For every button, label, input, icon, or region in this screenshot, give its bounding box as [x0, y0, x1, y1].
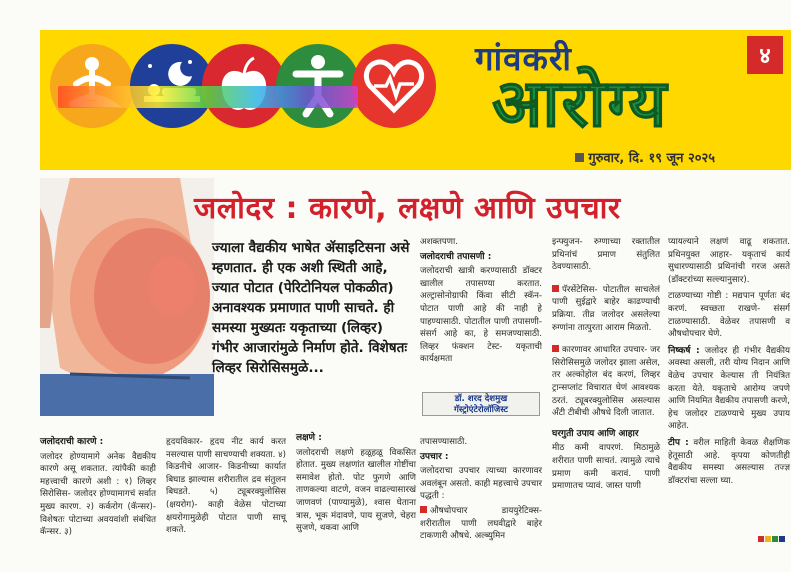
article-intro: ज्याला वैद्यकीय भाषेत ॲसाइटिसना असे म्हणतात. ही एक अशी स्थिती आहे, ज्यात पोटात (पेरिटोनियल पोकळीत) अनावश्यक प्रमाणात पाणी साचते. ही समस्या मुख्यतः यकृताच्या (लिव्हर) गंभीर आजारांमुळे निर्माण होते. विशेषतः लिव्हर सिरोसिसमुळे...: [212, 240, 410, 376]
end-dot: [772, 536, 778, 542]
bullet-item: कारणावर आधारित उपचार- जर सिरोसिसमुळे जलोदर झाला असेल, तर अल्कोहोल बंद करणं, लिव्हर ट्रान्सप्लांट विचारात घेणं आवश्यक ठरतं. ट्यूबरक्युलोसिस असल्यास अँटी टीबीची औषधे दिली जातात.: [552, 345, 660, 419]
bullet-icon: [552, 345, 559, 352]
bullet-item: पॅरसेंटेसिस- पोटातील साचलेलं पाणी सुईद्वारे बाहेर काढण्याची प्रक्रिया. तीव्र जलोदर असलेल्या रुग्णांना तात्पुरता आराम मिळतो.: [552, 284, 660, 333]
author-byline: [422, 392, 540, 416]
paragraph: तपासण्यासाठी.: [420, 437, 468, 447]
end-dot: [758, 536, 764, 542]
subheading-home-remedies: घरगुती उपाय आणि आहार: [552, 428, 639, 439]
swollen-belly-photo: [40, 178, 214, 416]
tip-label: टीप :: [668, 437, 689, 448]
paragraph: जलोदराची खात्री करण्यासाठी डॉक्टर खालील तपासण्या करतात. अल्ट्रासोनोग्राफी किंवा सीटी स्कॅन- पोटात पाणी आहे की नाही हे पाहण्यासाठी. पोटातील पाणी तपासणी- संसर्ग आहे का, हे समजण्यासाठी. लिव्हर फंक्शन टेस्ट- यकृताची कार्यक्षमता: [420, 266, 542, 365]
conclusion-paragraph: निष्कर्ष : जलोदर ही गंभीर वैद्यकीय अवस्था असली, तरी योग्य निदान आणि वेळेच उपचार केल्यास ती नियंत्रित करता येते. यकृताचे आरोग्य जपणे आणि नियमित वैद्यकीय तपासणी करणे, हेच जलोदर टाळण्याचे मुख्य उपाय आहेत.: [668, 345, 791, 432]
subheading-treatment: उपचार :: [420, 451, 449, 462]
tip-paragraph: टीप : वरील माहिती केवळ शैक्षणिक हेतूसाठी आहे. कृपया कोणतीही वैद्यकीय समस्या असल्यास तज्ज्ञ डॉक्टरांचा सल्ला घ्या.: [668, 437, 790, 486]
heart-ecg-icon: [352, 44, 436, 128]
bullet-icon: [552, 285, 559, 292]
end-marker: [757, 527, 785, 546]
column-symptoms: [296, 432, 416, 537]
subheading-causes: जलोदराची कारणे :: [40, 437, 104, 447]
subheading-diagnosis: जलोदराची तपासणी :: [420, 251, 492, 262]
dateline: गुरुवार, दि. १९ जून २०२५: [575, 148, 715, 166]
header-banner: [40, 30, 791, 170]
column-diagnosis: [420, 236, 542, 368]
column-treatment: [420, 436, 542, 545]
end-dot: [779, 536, 785, 542]
column-conclusion: [668, 236, 790, 489]
conclusion-label: निष्कर्ष :: [668, 345, 700, 356]
brand-name: गांवकरी: [475, 39, 572, 78]
author-title: गॅस्ट्रोएंटेरोलॉजिस्ट: [454, 405, 508, 415]
column-procedures: [552, 236, 660, 495]
square-bullet-icon: [575, 153, 584, 162]
paragraph: जलोदर होण्यामागे अनेक वैद्यकीय कारणे असू शकतात. त्यांपैकी काही महत्त्वाची कारणे अशी : १) लिव्हर सिरोसिस- जलोदर होण्यामागचं सर्वात मुख्य कारण. २) कर्करोग (कॅन्सर)- विशेषतः पोटाच्या अवयवांशी संबंधित कॅन्सर. ३): [40, 451, 156, 538]
article-headline: जलोदर : कारणे, लक्षणे आणि उपचार: [194, 191, 621, 226]
paragraph: अशक्तपणा.: [420, 237, 458, 247]
paragraph: हृदयविकार- हृदय नीट कार्य करत नसल्यास पाणी साचण्याची शक्यता. ४) किडनीचे आजार- किडनीच्या कार्यात बिघाड झाल्यास शरीरातील द्रव संतुलन बिघडते. ५) ट्यूबरक्युलोसिस (क्षयरोग)- काही वेळेस पोटाच्या क्षयरोगामुळेही पोटात पाणी साचू शकते.: [166, 437, 286, 536]
author-name: डॉ. शरद देशमुख: [454, 394, 508, 404]
bullet-icon: [420, 506, 427, 513]
paragraph: मीठ कमी वापरणं. मिठामुळे शरीरात पाणी साचतं. त्यामुळे त्याचे प्रमाण कमी करावं. पाणी प्रमाणातच प्यावं. जास्त पाणी: [552, 443, 660, 492]
column-causes-cont: [166, 436, 286, 539]
column-causes: [40, 436, 156, 541]
paragraph: टाळण्याच्या गोष्टी : मद्यपान पूर्णतः बंद करणं. स्वच्छता राखणे- संसर्ग टाळण्यासाठी. वेळेवर तपासणी व औषधोपचार घेणे.: [668, 291, 790, 340]
paragraph: जलोदराचा उपचार त्याच्या कारणावर अवलंबून असतो. काही महत्त्वाचे उपचार पद्धती :: [420, 466, 542, 502]
end-dot: [765, 536, 771, 542]
paragraph: इन्फ्युजन- रुग्णाच्या रक्तातील प्रथिनांचं प्रमाण संतुलित ठेवण्यासाठी.: [552, 237, 660, 273]
subheading-symptoms: लक्षणे :: [296, 433, 322, 443]
page-number: ४: [747, 36, 783, 74]
paragraph: प्यायल्याने लक्षणं वाढू शकतात. प्रथिनयुक्त आहार- यकृताचं कार्य सुधारण्यासाठी प्रथिनांची गरज असते (डॉक्टरांच्या सल्ल्यानुसार).: [668, 237, 790, 285]
rainbow-stripe: [58, 86, 358, 108]
section-title: आरोग्य: [492, 64, 669, 142]
paragraph: जलोदराची लक्षणे हळूहळू विकसित होतात. मुख्य लक्षणांत खालील गोष्टींचा समावेश होतो. पोट फुगणे आणि ताणकल्या वाटणे, वजन वाढल्यासारखं जाणवणं (पाण्यामुळे), श्वास घेताना त्रास, भूक मंदावणे, पाय सुजणे, चेहरा सुजणे, थकवा आणि: [296, 447, 416, 534]
bullet-item: औषधोपचार डाययुरेटिक्स- शरीरातील पाणी लघवीद्वारे बाहेर टाकणारी औषधे. अल्ब्युमिन: [420, 505, 542, 542]
